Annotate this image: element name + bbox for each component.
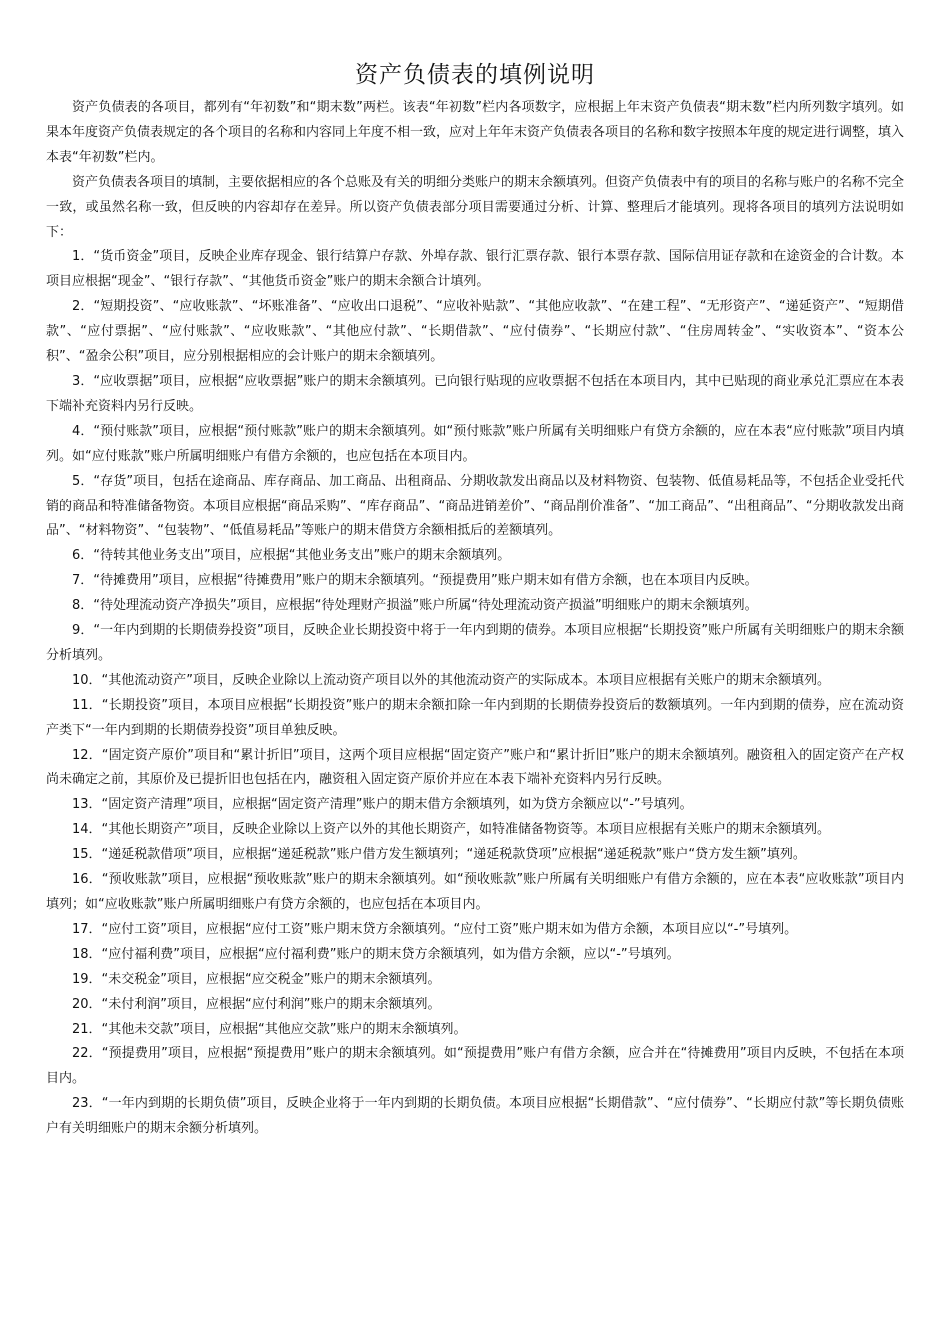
list-item: 20．“未付利润”项目，应根据“应付利润”账户的期末余额填列。 [72, 996, 441, 1012]
list-item: 15．“递延税款借项”项目，应根据“递延税款”账户借方发生额填列；“递延税款贷项”应根据“递延税款”账户“贷方发生额”填列。 [72, 847, 806, 863]
list-item: 1．“货币资金”项目，反映企业库存现金、银行结算户存款、外埠存款、银行汇票存款、银行本票存款、国际信用证存款和在途资金的合计数。本项目应根据“现金”、“银行存款”、“其他货币资金”账户的期末余额合计填列。 [46, 249, 904, 290]
list-item: 23．“一年内到期的长期负债”项目，反映企业将于一年内到期的长期负债。本项目应根据“长期借款”、“应付债券”、“长期应付款”等长期负债账户有关明细账户的期末余额分析填列。 [46, 1096, 904, 1137]
list-item: 14．“其他长期资产”项目，反映企业除以上资产以外的其他长期资产，如特准储备物资等。本项目应根据有关账户的期末余额填列。 [72, 822, 831, 838]
page-title: 资产负债表的填例说明 [355, 62, 595, 88]
list-item: 6．“待转其他业务支出”项目，应根据“其他业务支出”账户的期末余额填列。 [72, 548, 511, 564]
list-item: 4．“预付账款”项目，应根据“预付账款”账户的期末余额填列。如“预付账款”账户所属有关明细账户有贷方余额的，应在本表“应付账款”项目内填列。如“应付账款”账户所属明细账户有借方余额的，也应包括在本项目内。 [46, 423, 904, 464]
list-item: 3．“应收票据”项目，应根据“应收票据”账户的期末余额填列。已向银行贴现的应收票据不包括在本项目内，其中已贴现的商业承兑汇票应在本表下端补充资料内另行反映。 [46, 373, 904, 414]
list-item: 7．“待摊费用”项目，应根据“待摊费用”账户的期末余额填列。“预提费用”账户期末如有借方余额，也在本项目内反映。 [72, 573, 758, 589]
list-item: 19．“未交税金”项目，应根据“应交税金”账户的期末余额填列。 [72, 971, 441, 987]
list-item: 2．“短期投资”、“应收账款”、“坏账准备”、“应收出口退税”、“应收补贴款”、“其他应收款”、“在建工程”、“无形资产”、“递延资产”、“短期借款”、“应付票据”、“应付账款”、“应收账款”、“其他应付款”、“长期借款”、“应付债券”、“长期应付款”、“住房周转金”、“实收资本”、“资本公积”、“盈余公积”项目，应分别根据相应的会计账户的期末余额填列。 [46, 299, 904, 365]
paragraph: 资产负债表各项目的填制，主要依据相应的各个总账及有关的明细分类账户的期末余额填列。但资产负债表中有的项目的名称与账户的名称不完全一致，或虽然名称一致，但反映的内容却存在差异。所以资产负债表部分项目需要通过分析、计算、整理后才能填列。现将各项目的填列方法说明如下： [46, 174, 905, 240]
list-item: 9．“一年内到期的长期债券投资”项目，反映企业长期投资中将于一年内到期的债券。本项目应根据“长期投资”账户所属有关明细账户的期末余额分析填列。 [46, 623, 904, 663]
list-item: 22．“预提费用”项目，应根据“预提费用”账户的期末余额填列。如“预提费用”账户有借方余额，应合并在“待摊费用”项目内反映，不包括在本项目内。 [46, 1046, 904, 1087]
list-item: 13．“固定资产清理”项目，应根据“固定资产清理”账户的期末借方余额填列，如为贷方余额应以“-”号填列。 [72, 797, 693, 813]
list-item: 5．“存货”项目，包括在途商品、库存商品、加工商品、出租商品、分期收款发出商品以及材料物资、包装物、低值易耗品等，不包括企业受托代销的商品和特准储备物资。本项目应根据“商品采购”、“库存商品”、“商品进销差价”、“商品削价准备”、“加工商品”、“出租商品”、“分期收款发出商品”、“材料物资”、“包装物”、“低值易耗品”等账户的期末借贷方余额相抵后的差额填列。 [46, 473, 904, 539]
document-body [46, 96, 904, 1142]
list-item: 21．“其他未交款”项目，应根据“其他应交款”账户的期末余额填列。 [72, 1021, 467, 1037]
list-item: 17．“应付工资”项目，应根据“应付工资”账户期末贷方余额填列。“应付工资”账户期末如为借方余额，本项目应以“-”号填列。 [72, 921, 798, 937]
list-item: 16．“预收账款”项目，应根据“预收账款”账户的期末余额填列。如“预收账款”账户所属有关明细账户有借方余额的，应在本表“应收账款”项目内填列；如“应收账款”账户所属明细账户有贷方余额的，也应包括在本项目内。 [46, 872, 904, 912]
list-item: 8．“待处理流动资产净损失”项目，应根据“待处理财产损溢”账户所属“待处理流动资产损溢”明细账户的期末余额填列。 [72, 598, 758, 614]
paragraph: 资产负债表的各项目，都列有“年初数”和“期末数”两栏。该表“年初数”栏内各项数字，应根据上年末资产负债表“期末数”栏内所列数字填列。如果本年度资产负债表规定的各个项目的名称和内容同上年度不相一致，应对上年年末资产负债表各项目的名称和数字按照本年度的规定进行调整，填入本表“年初数”栏内。 [46, 100, 905, 165]
list-item: 10．“其他流动资产”项目，反映企业除以上流动资产项目以外的其他流动资产的实际成本。本项目应根据有关账户的期末余额填列。 [72, 672, 831, 688]
list-item: 11．“长期投资”项目，本项目应根据“长期投资”账户的期末余额扣除一年内到期的长期债券投资后的数额填列。一年内到期的债券，应在流动资产类下“一年内到期的长期债券投资”项目单独反映。 [46, 697, 904, 738]
list-item: 18．“应付福利费”项目，应根据“应付福利费”账户的期末贷方余额填列，如为借方余额，应以“-”号填列。 [72, 946, 680, 962]
list-item: 12．“固定资产原价”项目和“累计折旧”项目，这两个项目应根据“固定资产”账户和“累计折旧”账户的期末余额填列。融资租入的固定资产在产权尚未确定之前，其原价及已提折旧也包括在内，融资租入固定资产原价并应在本表下端补充资料内另行反映。 [46, 747, 904, 788]
